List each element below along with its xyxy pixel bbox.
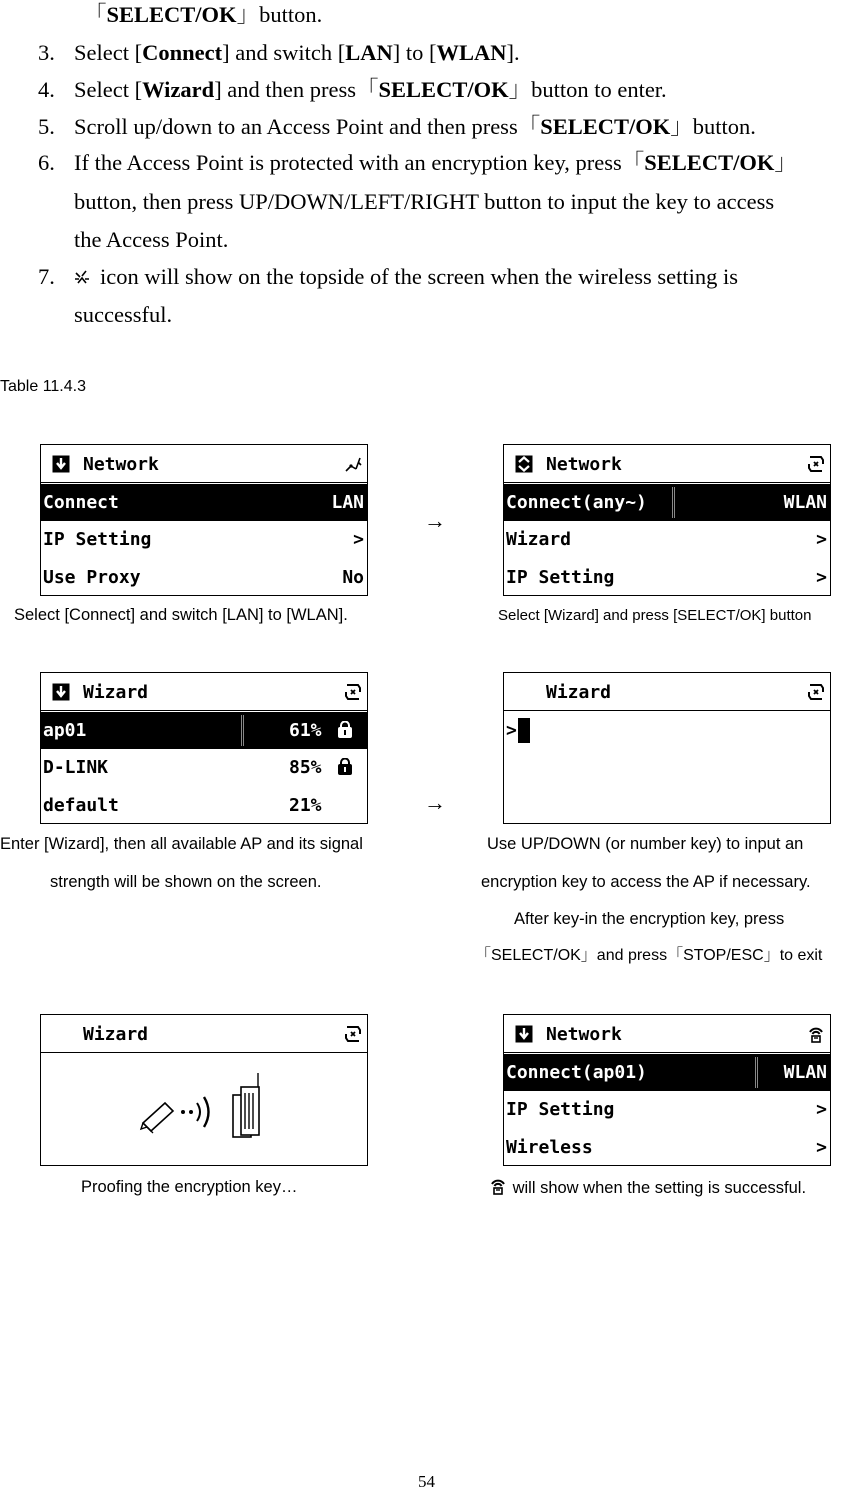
caption-step-3-line-2: strength will be shown on the screen. xyxy=(50,873,322,891)
screen-wizard-proofing xyxy=(40,1014,368,1166)
instruction-text: If the Access Point is protected with an encryption key, press「 xyxy=(74,150,645,175)
down-arrow-icon xyxy=(52,683,70,701)
instruction-line xyxy=(100,266,738,289)
arrow-right: → xyxy=(424,790,446,815)
instruction-line xyxy=(84,4,322,27)
instruction-line xyxy=(74,152,797,175)
screen-title: Network xyxy=(546,1024,622,1045)
screen-network-lan xyxy=(40,444,368,596)
wireless-searching-icon xyxy=(343,1024,363,1044)
instruction-line xyxy=(74,116,756,139)
instruction-text: ] and then press「 xyxy=(214,77,379,102)
ap-row: D-LINK 85% xyxy=(41,749,367,786)
wireless-success-icon xyxy=(72,267,92,287)
screen-title-bar xyxy=(41,445,367,483)
instruction-text: SELECT/OK xyxy=(378,77,509,102)
ap-row: default 21% xyxy=(43,795,322,816)
menu-row-ip-setting: IP Setting > xyxy=(506,1099,827,1120)
instruction-text: button, then press UP/DOWN/LEFT/RIGHT button to input the key to access xyxy=(74,189,775,214)
instruction-number: 4. xyxy=(38,77,55,102)
instruction-text: LAN xyxy=(345,40,393,65)
instruction-text: 」button. xyxy=(670,114,756,139)
up-down-arrow-icon xyxy=(515,455,533,473)
instruction-text: SELECT/OK xyxy=(106,2,237,27)
lock-icon xyxy=(337,758,353,776)
instruction-text: Wizard xyxy=(142,77,215,102)
instruction-line xyxy=(74,42,520,65)
down-arrow-icon xyxy=(515,1025,533,1043)
access-point-icon xyxy=(233,1073,259,1137)
instruction-text: the Access Point. xyxy=(74,227,229,252)
instruction-text: ] to [ xyxy=(392,40,437,65)
down-arrow-icon xyxy=(52,455,70,473)
caption-step-4-line-3: After key-in the encryption key, press xyxy=(514,910,785,928)
screen-network-connected xyxy=(503,1014,831,1166)
instruction-text: Select [ xyxy=(74,77,143,102)
instruction-number: 3. xyxy=(38,40,55,65)
instruction-number: 7. xyxy=(38,264,55,289)
key-to-access-point-illustration xyxy=(137,1067,277,1145)
caption-step-2: Select [Wizard] and press [SELECT/OK] button xyxy=(498,607,812,624)
menu-row-connect: Connect(ap01) WLAN xyxy=(504,1054,830,1091)
screen-title: Network xyxy=(546,454,622,475)
screen-title-bar xyxy=(504,1015,830,1053)
instruction-text: 「 xyxy=(84,2,107,27)
caption-step-4-line-1: Use UP/DOWN (or number key) to input an xyxy=(487,835,804,853)
instruction-text: Scroll up/down to an Access Point and then press「 xyxy=(74,114,541,139)
screen-title-bar xyxy=(41,1015,367,1053)
instruction-line xyxy=(74,304,172,327)
instruction-text: ]. xyxy=(506,40,520,65)
instruction-text: 」button to enter. xyxy=(508,77,667,102)
text-cursor xyxy=(518,718,530,743)
key-icon xyxy=(141,1103,173,1133)
menu-row-use-proxy: Use Proxy No xyxy=(43,567,364,588)
instruction-text: SELECT/OK xyxy=(540,114,671,139)
wireless-searching-icon xyxy=(343,682,363,702)
instruction-text: 」button. xyxy=(236,2,323,27)
instruction-text: successful. xyxy=(74,302,173,327)
lan-status-icon xyxy=(343,454,363,474)
wireless-searching-icon xyxy=(806,454,826,474)
caption-step-4-line-2: encryption key to access the AP if necessary. xyxy=(481,873,811,891)
lock-icon xyxy=(337,721,353,739)
ap-row: ap01 61% xyxy=(41,712,367,749)
screen-title: Wizard xyxy=(83,682,149,703)
screen-network-wlan xyxy=(503,444,831,596)
menu-row-connect: Connect LAN xyxy=(41,484,367,521)
instruction-number: 5. xyxy=(38,114,55,139)
instruction-text: ] and switch [ xyxy=(222,40,346,65)
instruction-line xyxy=(74,229,228,252)
instruction-line xyxy=(74,191,774,214)
screen-title: Wizard xyxy=(546,682,612,703)
wireless-connected-icon xyxy=(488,1176,508,1196)
menu-row-wizard: Wizard > xyxy=(506,529,827,550)
menu-row-ip-setting: IP Setting > xyxy=(506,567,827,588)
wireless-connected-icon xyxy=(806,1024,826,1044)
caption-step-3-line-1: Enter [Wizard], then all available AP and its signal xyxy=(0,835,363,853)
instruction-text: icon will show on the topside of the screen when the wireless setting is xyxy=(100,264,738,289)
instruction-text: Select [ xyxy=(74,40,143,65)
caption-step-4-line-4: 「SELECT/OK」and press「STOP/ESC」to exit xyxy=(475,947,823,964)
screen-wizard-ap-list xyxy=(40,672,368,824)
menu-row-connect: Connect(any~) WLAN xyxy=(504,484,830,521)
instruction-text: WLAN xyxy=(436,40,507,65)
screen-title: Network xyxy=(83,454,159,475)
key-input-row: > xyxy=(504,712,830,749)
caption-step-1: Select [Connect] and switch [LAN] to [WLAN]. xyxy=(14,606,348,624)
instruction-text: Connect xyxy=(142,40,223,65)
menu-row-ip-setting: IP Setting > xyxy=(43,529,364,550)
screen-title-bar xyxy=(41,673,367,711)
table-label: Table 11.4.3 xyxy=(0,378,86,395)
wireless-searching-icon xyxy=(806,682,826,702)
screen-title: Wizard xyxy=(83,1024,149,1045)
page-number: 54 xyxy=(418,1472,435,1491)
caption-step-5: Proofing the encryption key… xyxy=(81,1178,298,1196)
screen-wizard-key-entry xyxy=(503,672,831,824)
arrow-right: → xyxy=(424,508,446,533)
screen-title-bar xyxy=(504,673,830,711)
instruction-text: SELECT/OK xyxy=(644,150,775,175)
instruction-line xyxy=(74,79,667,102)
instruction-number: 6. xyxy=(38,150,55,175)
signal-waves-icon xyxy=(181,1097,209,1127)
instruction-text: 」 xyxy=(774,150,797,175)
caption-step-6: will show when the setting is successful. xyxy=(488,1176,806,1197)
screen-title-bar xyxy=(504,445,830,483)
menu-row-wireless: Wireless > xyxy=(506,1137,827,1158)
